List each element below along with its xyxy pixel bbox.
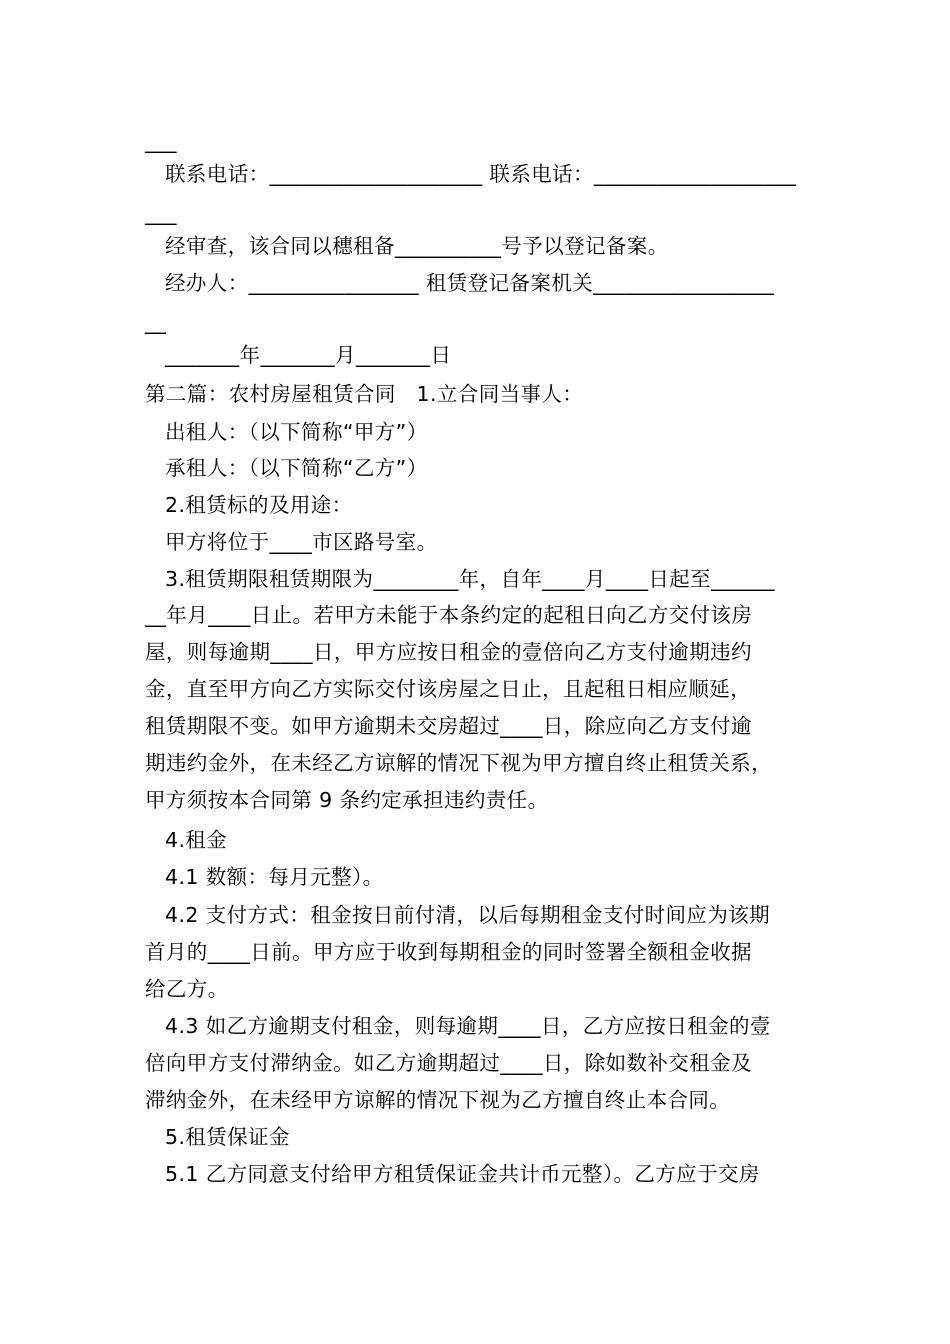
- text-line: 经审查，该合同以穗租备__________号予以登记备案。: [165, 234, 669, 258]
- text-line: 4.3 如乙方逾期支付租金，则每逾期____日，乙方应按日租金的壹: [165, 1014, 771, 1038]
- text-line: 甲方将位于____市区路号室。: [165, 530, 438, 554]
- text-line: 承租人：（以下简称“乙方”）: [165, 456, 428, 480]
- text-line: 滞纳金外，在未经甲方谅解的情况下视为乙方擅自终止本合同。: [145, 1088, 731, 1112]
- text-line: ___: [145, 201, 177, 225]
- text-line: 3.租赁期限租赁期限为________年，自年____月____日起至______: [165, 567, 775, 591]
- text-line: __: [145, 310, 167, 334]
- text-line: 出租人：（以下简称“甲方”）: [165, 420, 428, 444]
- text-line: 倍向甲方支付滞纳金。如乙方逾期超过____日，除如数补交租金及: [145, 1051, 752, 1075]
- text-line: 租赁期限不变。如甲方逾期未交房超过____日，除应向乙方支付逾: [145, 714, 752, 738]
- text-line: 4.租金: [165, 828, 228, 852]
- text-line: 4.2 支付方式：租金按日前付清，以后每期租金支付时间应为该期: [165, 903, 771, 927]
- text-line: ___: [145, 129, 177, 153]
- text-line: 给乙方。: [145, 977, 229, 1001]
- text-line: 甲方须按本合同第 9 条约定承担违约责任。: [145, 788, 549, 812]
- text-line: 2.租赁标的及用途：: [165, 493, 353, 517]
- text-line: 5.1 乙方同意支付给甲方租赁保证金共计币元整）。乙方应于交房: [165, 1162, 760, 1186]
- text-line: 5.租赁保证金: [165, 1125, 290, 1149]
- section-heading: 第二篇：农村房屋租赁合同 1.立合同当事人：: [145, 382, 584, 406]
- text-line: 联系电话：____________________ 联系电话：___________________: [165, 162, 797, 186]
- text-line: __年月____日止。若甲方未能于本条约定的起租日向乙方交付该房: [145, 603, 753, 627]
- text-line: 期违约金外，在未经乙方谅解的情况下视为甲方擅自终止租赁关系，: [145, 751, 772, 775]
- text-line: _______年_______月_______日: [165, 343, 452, 367]
- text-line: 金，直至甲方向乙方实际交付该房屋之日止，且起租日相应顺延，: [145, 677, 752, 701]
- text-line: 4.1 数额：每月元整）。: [165, 865, 384, 889]
- text-line: 屋，则每逾期____日，甲方应按日租金的壹倍向乙方支付逾期违约: [145, 640, 752, 664]
- text-line: 经办人：________________ 租赁登记备案机关_________________: [165, 271, 775, 295]
- text-line: 首月的____日前。甲方应于收到每期租金的同时签署全额租金收据: [145, 940, 752, 964]
